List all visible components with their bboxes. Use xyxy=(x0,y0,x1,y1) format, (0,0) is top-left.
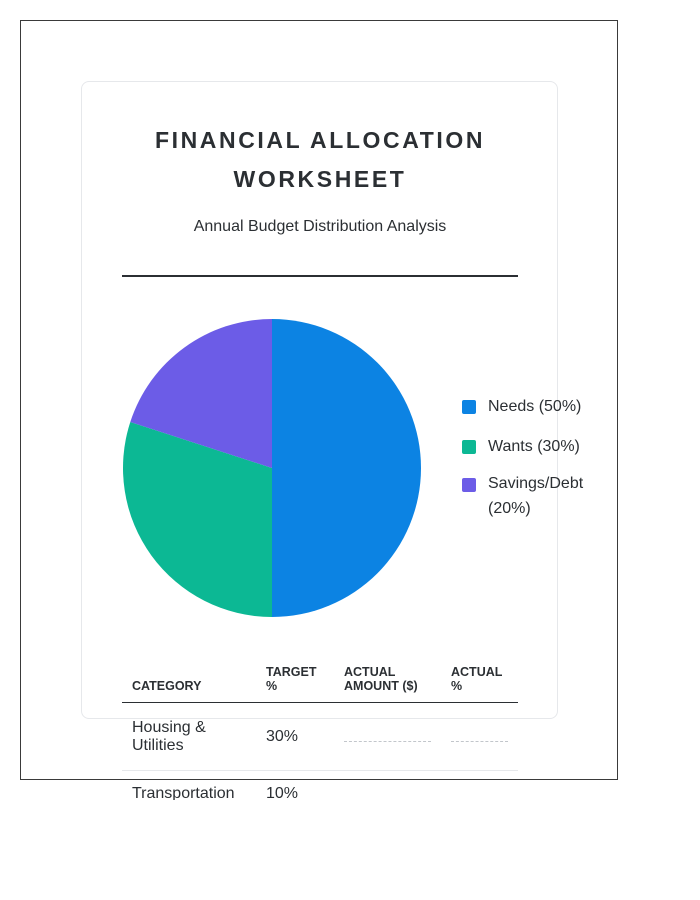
allocation-table-wrapper xyxy=(122,665,518,800)
table-row xyxy=(122,771,518,801)
column-header-category: CATEGORY xyxy=(122,665,256,703)
cell-target: 10% xyxy=(256,771,334,801)
legend-item-savings-debt xyxy=(462,471,612,521)
column-header-actual-percent: ACTUAL % xyxy=(441,665,518,703)
cell-category: Transportation xyxy=(122,771,256,801)
cell-category: Housing & Utilities xyxy=(122,703,256,771)
cell-actual-percent[interactable] xyxy=(441,703,518,771)
actual-amount-blank[interactable] xyxy=(344,741,431,742)
header-divider xyxy=(122,275,518,277)
page-title: FINANCIAL ALLOCATION WORKSHEET xyxy=(154,127,486,192)
legend-swatch-wants xyxy=(462,440,476,454)
pie-slice-needs xyxy=(272,319,421,617)
cell-actual-percent[interactable] xyxy=(441,771,518,801)
column-header-actual-amount: ACTUAL AMOUNT ($) xyxy=(334,665,441,703)
cell-actual-amount[interactable] xyxy=(334,771,441,801)
table-row xyxy=(122,703,518,771)
allocation-pie-chart xyxy=(122,318,422,618)
legend-label-savings-debt: Savings/Debt (20%) xyxy=(488,475,584,517)
cell-target: 30% xyxy=(256,703,334,771)
legend-label-wants: Wants (30%) xyxy=(488,438,580,455)
allocation-table xyxy=(122,665,518,800)
legend-swatch-savings-debt xyxy=(462,478,476,492)
legend-item-needs xyxy=(462,395,612,419)
chart-legend xyxy=(462,395,612,521)
legend-swatch-needs xyxy=(462,400,476,414)
legend-item-wants xyxy=(462,435,612,459)
page-subtitle: Annual Budget Distribution Analysis xyxy=(193,218,447,235)
cell-actual-amount[interactable] xyxy=(334,703,441,771)
actual-percent-blank[interactable] xyxy=(451,741,508,742)
legend-label-needs: Needs (50%) xyxy=(488,398,582,415)
column-header-target: TARGET % xyxy=(256,665,334,703)
table-header-row xyxy=(122,665,518,703)
